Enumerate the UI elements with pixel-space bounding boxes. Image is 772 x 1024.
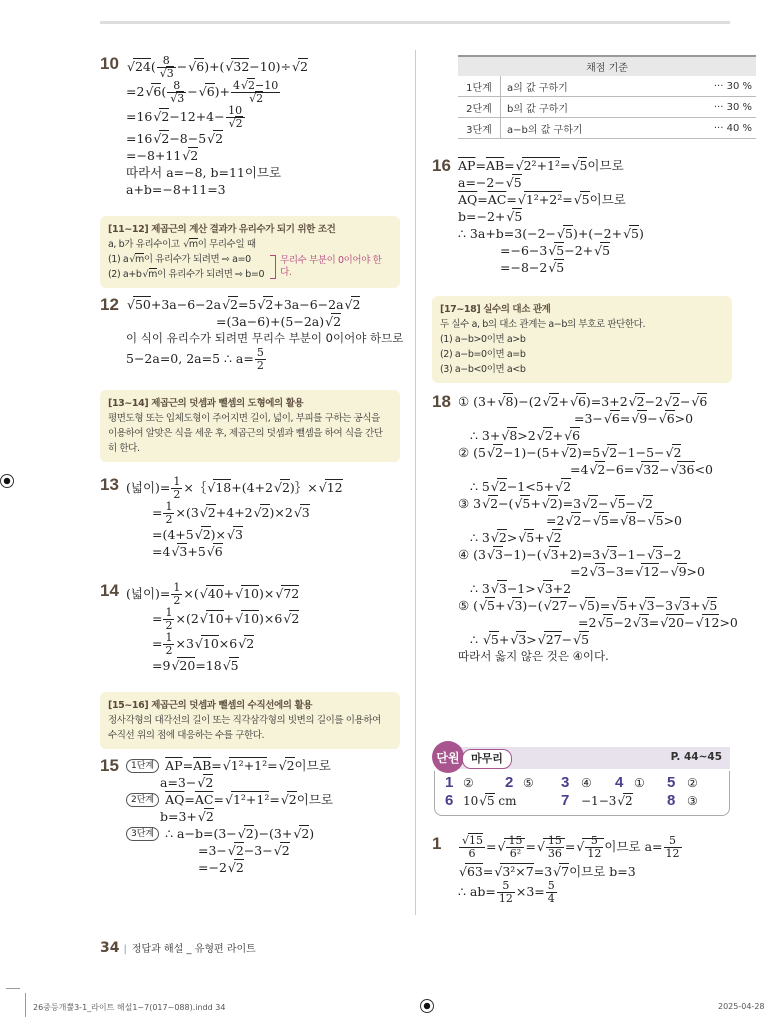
tip-line: 두 실수 a, b의 대소 관계는 a−b의 부호로 판단한다. — [440, 319, 646, 330]
math-line: √ 24( 8 √ 3 − √ 6)+( √ 32−10)÷ √ 2 — [126, 55, 400, 80]
footer-divider: | — [123, 944, 127, 955]
table-row — [458, 118, 756, 139]
right-column — [432, 55, 752, 905]
stage-cell: 1단계 — [458, 76, 501, 97]
math-line: (넓이)= $\frac{1}{2}$ ×｛ √ 18+(4+2 √ 2)｝× √ 12 — [126, 476, 400, 501]
table-row — [458, 97, 756, 118]
answer-value: −1−3 √ 2 — [581, 794, 633, 808]
points-cell: ··· 40 % — [669, 118, 756, 139]
solution-12 — [100, 295, 404, 372]
answer-value: ① — [634, 776, 645, 790]
math-line: ③ 3 √ 2−( √ 5+ √ 2)=3 √ 2− √ 5− √ 2 — [458, 495, 732, 512]
tip-line: (2) a−b=0이면 a=b — [440, 349, 526, 360]
math-line: ⑤ ( √ 5+ √ 3)−( √ 27− √ 5)= √ 5+ √ 3−3 √ 3+ √ 5 — [458, 597, 732, 614]
footer-title: 정답과 해설 _ 유형편 라이트 — [131, 944, 256, 955]
math-line: = $\frac{1}{2}$ ×(3 √ 2+4+2 √ 2)×2 √ 3 — [126, 501, 400, 526]
tip-title: [11~12] 제곱근의 계산 결과가 유리수가 되기 위한 조건 — [108, 224, 336, 235]
math-line: =−6−3 √ 5−2+ √ 5 — [458, 242, 732, 259]
solution-15 — [100, 757, 400, 876]
math-line: =−8+11 √ 2 — [126, 147, 400, 164]
tip-line: 수직선 위의 점에 대응하는 수를 구한다. — [108, 730, 265, 741]
math-line: a+b=−8+11=3 — [126, 182, 226, 197]
solution-18 — [432, 392, 738, 665]
math-line: =−8−2 √ 5 — [458, 259, 732, 276]
criteria-cell: b의 값 구하기 — [501, 97, 669, 118]
question-number: 12 — [100, 295, 119, 314]
stage-badge: 1단계 — [126, 759, 159, 773]
tip-line: (2) a+b √ m이 유리수가 되려면 ⇨ b=0 — [108, 267, 264, 282]
answer-number: 7 — [561, 792, 570, 809]
math-line: =4 √ 3+5 √ 6 — [126, 543, 400, 560]
left-column — [100, 54, 404, 876]
answer-summary-box — [434, 771, 730, 816]
math-line: 따라서 옳지 않은 것은 ④이다. — [458, 649, 609, 663]
tip-box-11-12 — [100, 216, 400, 288]
table-row — [458, 76, 756, 97]
math-line: a=−2− √ 5 — [458, 174, 732, 191]
math-line: ④ (3 √ 3−1)−( √ 3+2)=3 √ 3−1− √ 3−2 — [458, 546, 732, 563]
math-line: ∴ 3a+b=3(−2− √ 5)+(−2+ √ 5) — [458, 225, 732, 242]
solution-10 — [100, 55, 400, 198]
bracket-icon — [270, 255, 276, 279]
math-line: 이 식이 유리수가 되려면 무리수 부분이 0이어야 하므로 — [126, 331, 404, 345]
scoring-header: 채점 기준 — [458, 56, 756, 76]
math-line: b=3+ √ 2 — [126, 808, 400, 825]
math-line: =2 √ 3−3= √ 12− √ 9>0 — [458, 563, 732, 580]
math-line: ∴ 5 √ 2−1<5+ √ 2 — [458, 478, 732, 495]
math-line: √ 50+3a−6−2a √ 2=5 √ 2+3a−6−2a √ 2 — [126, 296, 400, 313]
math-line: =(3a−6)+(5−2a) √ 2 — [126, 313, 400, 330]
question-number: 13 — [100, 475, 119, 494]
page-reference: P. 44~45 — [670, 751, 722, 763]
math-line: ∴ a−b=(3− √ 2)−(3+ √ 2) — [165, 825, 314, 842]
answer-number: 3 — [561, 774, 570, 791]
math-line: =9 √ 20=18 √ 5 — [126, 657, 400, 674]
math-line: =16 √ 2−8−5 √ 2 — [126, 130, 400, 147]
question-number: 14 — [100, 581, 119, 600]
math-line: ∴ ab= $\frac{5}{12}$ ×3= $\frac{5}{4}$ — [458, 879, 555, 905]
scoring-table — [458, 55, 756, 139]
tip-line: (3) a−b<0이면 a<b — [440, 364, 526, 375]
tip-line: 이용하여 알맞은 식을 세운 후, 제곱근의 덧셈과 뺄셈을 하여 식을 간단 — [108, 428, 383, 439]
criteria-cell: a의 값 구하기 — [501, 76, 669, 97]
tip-line: a, b가 유리수이고 √ m이 무리수일 때 — [108, 237, 392, 252]
answer-number: 1 — [445, 774, 454, 791]
points-cell: ··· 30 % — [669, 97, 756, 118]
tip-line: 평면도형 또는 입체도형이 주어지면 길이, 넓이, 부피를 구하는 공식을 — [108, 413, 380, 424]
answer-value: ② — [687, 776, 698, 790]
tip-line: (1) a √ m이 유리수가 되려면 ⇨ a=0 — [108, 252, 264, 267]
tip-title: [13~14] 제곱근의 덧셈과 뺄셈의 도형에의 활용 — [108, 398, 304, 409]
question-number: 18 — [432, 392, 451, 411]
unit-solution-1 — [432, 835, 732, 905]
math-line: ① (3+ √ 8)−(2 √ 2+ √ 6)=3+2 √ 2−2 √ 2− √ 6 — [458, 393, 732, 410]
stage-badge: 3단계 — [126, 827, 159, 841]
math-line: ∴ 3 √ 3−1> √ 3+2 — [458, 580, 732, 597]
math-line: 5−2a=0, 2a=5 ∴ a= $\frac{5}{2}$ — [126, 346, 264, 372]
answer-number: 5 — [667, 774, 676, 791]
stage-cell: 3단계 — [458, 118, 501, 139]
registration-mark-icon — [420, 999, 434, 1013]
solution-13 — [100, 476, 400, 560]
question-number: 15 — [100, 756, 119, 775]
unit-review-section — [432, 741, 730, 819]
question-number: 16 — [432, 156, 451, 175]
math-line: =2 √ 2− √ 5= √ 8− √ 5>0 — [458, 512, 732, 529]
math-line: =3− √ 6= √ 9− √ 6>0 — [458, 410, 732, 427]
tip-box-13-14 — [100, 390, 400, 462]
question-number: 10 — [100, 54, 119, 73]
answer-number: 2 — [505, 774, 514, 791]
answer-value: 10 √ 5 cm — [463, 794, 517, 808]
column-divider — [415, 50, 416, 915]
page-number: 34 — [100, 940, 120, 956]
math-line: =16 √ 2−12+4− 10 √ 2 — [126, 105, 400, 130]
unit-badge: 단원 — [432, 741, 464, 773]
answer-value: ⑤ — [523, 776, 534, 790]
tip-condition-group — [108, 252, 392, 282]
tip-note: 무리수 부분이 0이어야 한다. — [280, 255, 382, 278]
math-line: √ $\frac{15}{6}$ = √ $\frac{15}{\text{6²}}$ = √ $\frac{15}{36}$ = √ $\frac{5}{12}$ 이므로 a= $\frac{5}{12}$ — [458, 835, 732, 860]
math-line: =(4+5 √ 2)× √ 3 — [126, 526, 400, 543]
tip-box-15-16 — [100, 692, 400, 749]
math-line: ∴ 3+ √ 8>2 √ 2+ √ 6 — [458, 427, 732, 444]
math-line: ② (5 √ 2−1)−(5+ √ 2)=5 √ 2−1−5− √ 2 — [458, 444, 732, 461]
crop-mark — [6, 988, 20, 989]
answer-number: 4 — [615, 774, 624, 791]
points-cell: ··· 30 % — [669, 76, 756, 97]
answer-number: 8 — [667, 792, 676, 809]
crop-mark — [25, 993, 26, 1017]
solution-16 — [432, 157, 732, 276]
answer-value: ④ — [581, 776, 592, 790]
math-line: (넓이)= $\frac{1}{2}$ ×( √ 40+ √ 10)× √ 72 — [126, 582, 400, 607]
tip-line: 히 한다. — [108, 443, 140, 454]
tip-title: [17~18] 실수의 대소 관계 — [440, 304, 551, 315]
math-line: =3− √ 2−3− √ 2 — [126, 842, 400, 859]
math-line: ∴ 3 √ 2> √ 5+ √ 2 — [458, 529, 732, 546]
slug-date: 2025-04-28 — [718, 1002, 765, 1011]
stage-badge: 2단계 — [126, 793, 159, 807]
math-line: $\overline{AP}=\overline{AB}=$ √ 2²+1²= √ 5이므로 — [458, 157, 732, 174]
math-line: $\overline{AQ}=\overline{AC}=$ √ 1²+2²= √ 5이므로 — [458, 191, 732, 208]
registration-mark-icon — [0, 474, 14, 488]
math-line: =4 √ 2−6= √ 32− √ 36<0 — [458, 461, 732, 478]
criteria-cell: a−b의 값 구하기 — [501, 118, 669, 139]
slug-filename: 26중등개뿔3-1_라이트 해설1~7(017~088).indd 34 — [33, 1003, 226, 1012]
math-line: =−2 √ 2 — [126, 859, 400, 876]
tip-title: [15~16] 제곱근의 덧셈과 뺄셈의 수직선에의 활용 — [108, 700, 313, 711]
answer-number: 6 — [445, 792, 454, 809]
math-line: 따라서 a=−8, b=11이므로 — [126, 165, 282, 180]
math-line: b=−2+ √ 5 — [458, 208, 732, 225]
page-footer — [100, 940, 256, 956]
tip-line: (1) a−b>0이면 a>b — [440, 334, 526, 345]
math-line: = $\frac{1}{2}$ ×(2 √ 10+ √ 10)×6 √ 2 — [126, 607, 400, 632]
top-rule — [100, 21, 730, 24]
answer-value: ② — [463, 776, 474, 790]
tip-line: 정사각형의 대각선의 길이 또는 직각삼각형의 빗변의 길이를 이용하여 — [108, 715, 381, 726]
tip-box-17-18 — [432, 296, 732, 383]
unit-title: 마무리 — [462, 749, 512, 769]
question-number: 1 — [432, 834, 442, 853]
math-line: =2 √ 5−2 √ 3= √ 20− √ 12>0 — [458, 614, 732, 631]
math-line: =2 √ 6( 8 √ 3 − √ 6)+ 4 √ 2−10 √ 2 — [126, 80, 400, 105]
math-line: ∴ √ 5+ √ 3> √ 27− √ 5 — [458, 631, 732, 648]
math-line: a=3− √ 2 — [126, 774, 400, 791]
math-line: = $\frac{1}{2}$ ×3 √ 10×6 √ 2 — [126, 632, 400, 657]
stage-cell: 2단계 — [458, 97, 501, 118]
math-line: √ 63= √ 3²×7=3 √ 7이므로 b=3 — [458, 863, 732, 880]
solution-14 — [100, 582, 400, 674]
answer-value: ③ — [687, 794, 698, 808]
math-line: $\overline{AQ}=\overline{AC}=$ √ 1²+1²= √ 2이므로 — [165, 791, 333, 808]
math-line: $\overline{AP}=\overline{AB}=$ √ 1²+1²= √ 2이므로 — [165, 757, 331, 774]
